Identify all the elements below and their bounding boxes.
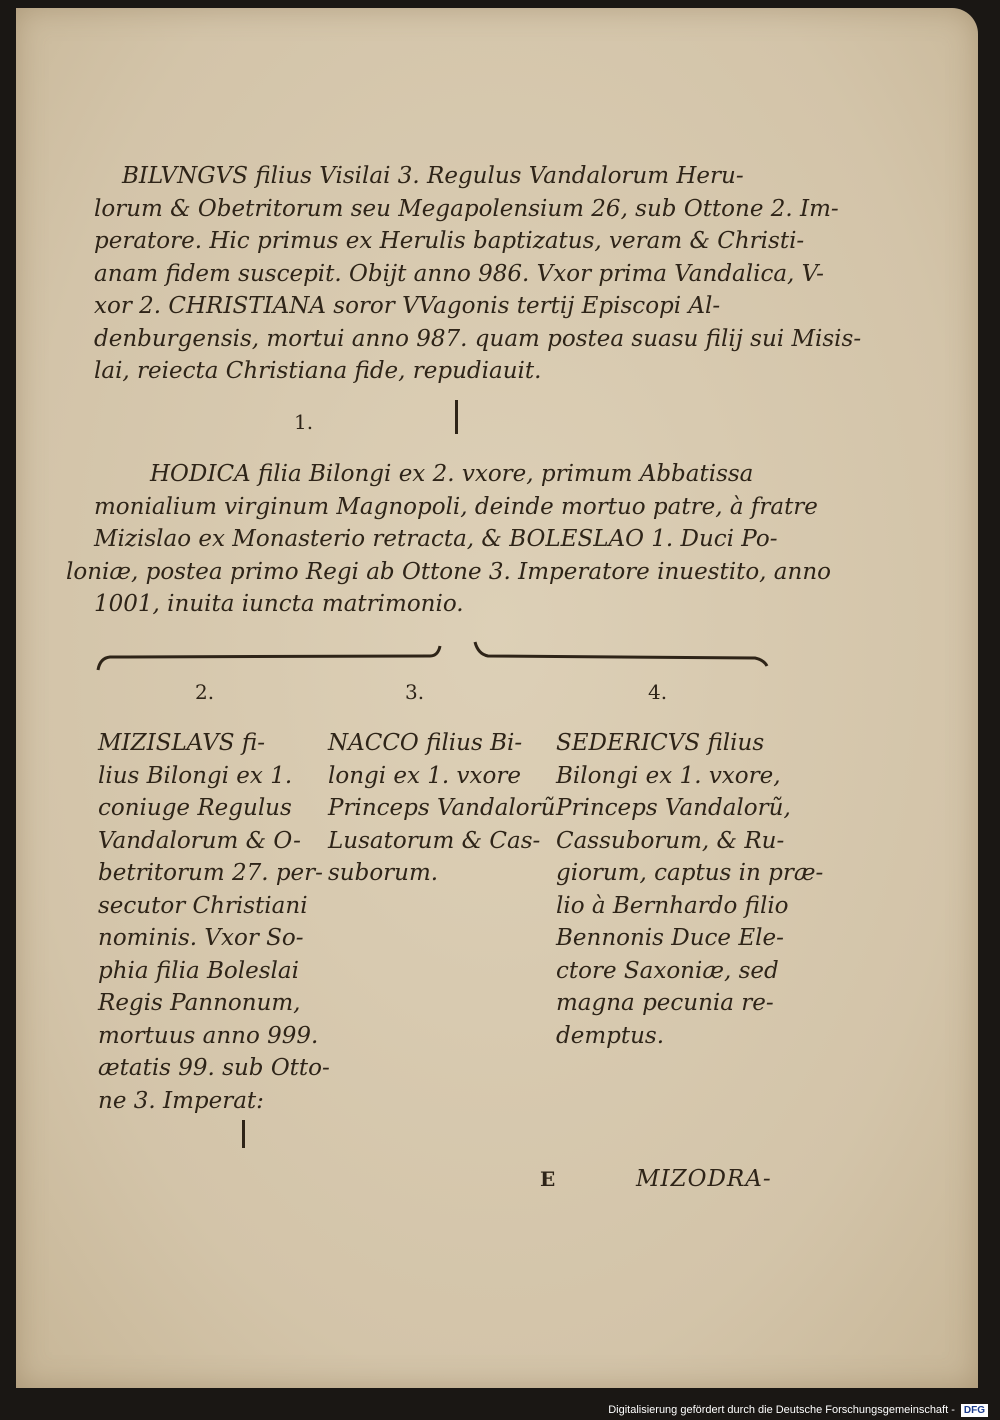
text-line: secutor Christiani xyxy=(98,892,308,919)
text-line: lorum & Obetritorum seu Megapolensium 26, sub Ottone 2. Im- xyxy=(94,195,839,222)
text-line: coniuge Regulus xyxy=(98,795,292,821)
generation-number-3: 3. xyxy=(405,680,425,704)
text-line: HODICA filia Bilongi ex 2. vxore, primum Abbatissa xyxy=(150,461,754,487)
text-line: BILVNGVS filius Visilai 3. Regulus Vandalorum Heru- xyxy=(122,163,744,189)
descent-line xyxy=(455,400,458,434)
text-line: ctore Saxoniæ, sed xyxy=(556,957,779,984)
text-line: MIZISLAVS fi- xyxy=(98,730,265,756)
generation-number-4: 4. xyxy=(648,680,668,704)
text-line: anam fidem suscepit. Obijt anno 986. Vxor prima Vandalica, V- xyxy=(94,260,824,287)
dfg-logo: DFG xyxy=(961,1404,988,1417)
column-mizislaus xyxy=(98,727,330,1117)
footer-text: Digitalisierung gefördert durch die Deutsche Forschungsgemeinschaft - xyxy=(608,1404,955,1416)
genealogy-bracket xyxy=(90,638,790,678)
signature-mark: E xyxy=(540,1167,556,1191)
paragraph-hodica xyxy=(66,458,831,621)
text-line: 1001, inuita iuncta matrimonio. xyxy=(94,591,464,617)
text-line: betritorum 27. per- xyxy=(98,860,323,886)
text-line: Regis Pannonum, xyxy=(98,990,301,1016)
text-line: NACCO filius Bi- xyxy=(328,730,523,756)
text-line: phia filia Boleslai xyxy=(98,957,299,984)
column-nacco xyxy=(328,727,556,890)
generation-number-1: 1. xyxy=(294,410,314,434)
paragraph-bilungus xyxy=(94,160,862,388)
text-line: mortuus anno 999. xyxy=(98,1022,319,1049)
text-line: Mizislao ex Monasterio retracta, & BOLESLAO 1. Duci Po- xyxy=(94,526,778,552)
text-line: Vandalorum & O- xyxy=(98,827,301,854)
text-line: longi ex 1. vxore xyxy=(328,762,521,789)
text-line: Princeps Vandalorũ, xyxy=(556,795,791,821)
generation-number-2: 2. xyxy=(195,680,215,704)
text-line: denburgensis, mortui anno 987. quam postea suasu filij sui Misis- xyxy=(94,325,862,352)
text-line: lius Bilongi ex 1. xyxy=(98,762,293,789)
column-sedericus xyxy=(556,727,824,1052)
text-line: magna pecunia re- xyxy=(556,990,774,1016)
text-line: Cassuborum, & Ru- xyxy=(556,827,785,854)
text-line: xor 2. CHRISTIANA soror VVagonis tertij Episcopi Al- xyxy=(94,293,721,319)
text-line: monialium virginum Magnopoli, deinde mortuo patre, à fratre xyxy=(94,493,818,520)
text-line: Lusatorum & Cas- xyxy=(328,827,541,854)
text-line: SEDERICVS filius xyxy=(556,730,765,756)
text-line: peratore. Hic primus ex Herulis baptizatus, veram & Christi- xyxy=(94,228,805,254)
text-line: demptus. xyxy=(556,1022,665,1049)
text-line: lio à Bernhardo filio xyxy=(556,892,789,919)
descent-line xyxy=(242,1120,245,1148)
text-line: giorum, captus in præ- xyxy=(556,860,824,886)
text-line: nominis. Vxor So- xyxy=(98,925,304,951)
text-line: loniæ, postea primo Regi ab Ottone 3. Imperatore inuestito, anno xyxy=(66,558,831,585)
text-line: ne 3. Imperat: xyxy=(98,1087,264,1114)
digitization-footer xyxy=(608,1402,988,1418)
text-line: Bennonis Duce Ele- xyxy=(556,925,784,951)
text-line: ætatis 99. sub Otto- xyxy=(98,1055,330,1081)
text-line: suborum. xyxy=(328,860,439,886)
catchword: MIZODRA- xyxy=(636,1166,772,1192)
text-line: lai, reiecta Christiana fide, repudiauit. xyxy=(94,358,542,384)
text-line: Princeps Vandalorũ xyxy=(328,795,556,821)
text-line: Bilongi ex 1. vxore, xyxy=(556,762,781,789)
